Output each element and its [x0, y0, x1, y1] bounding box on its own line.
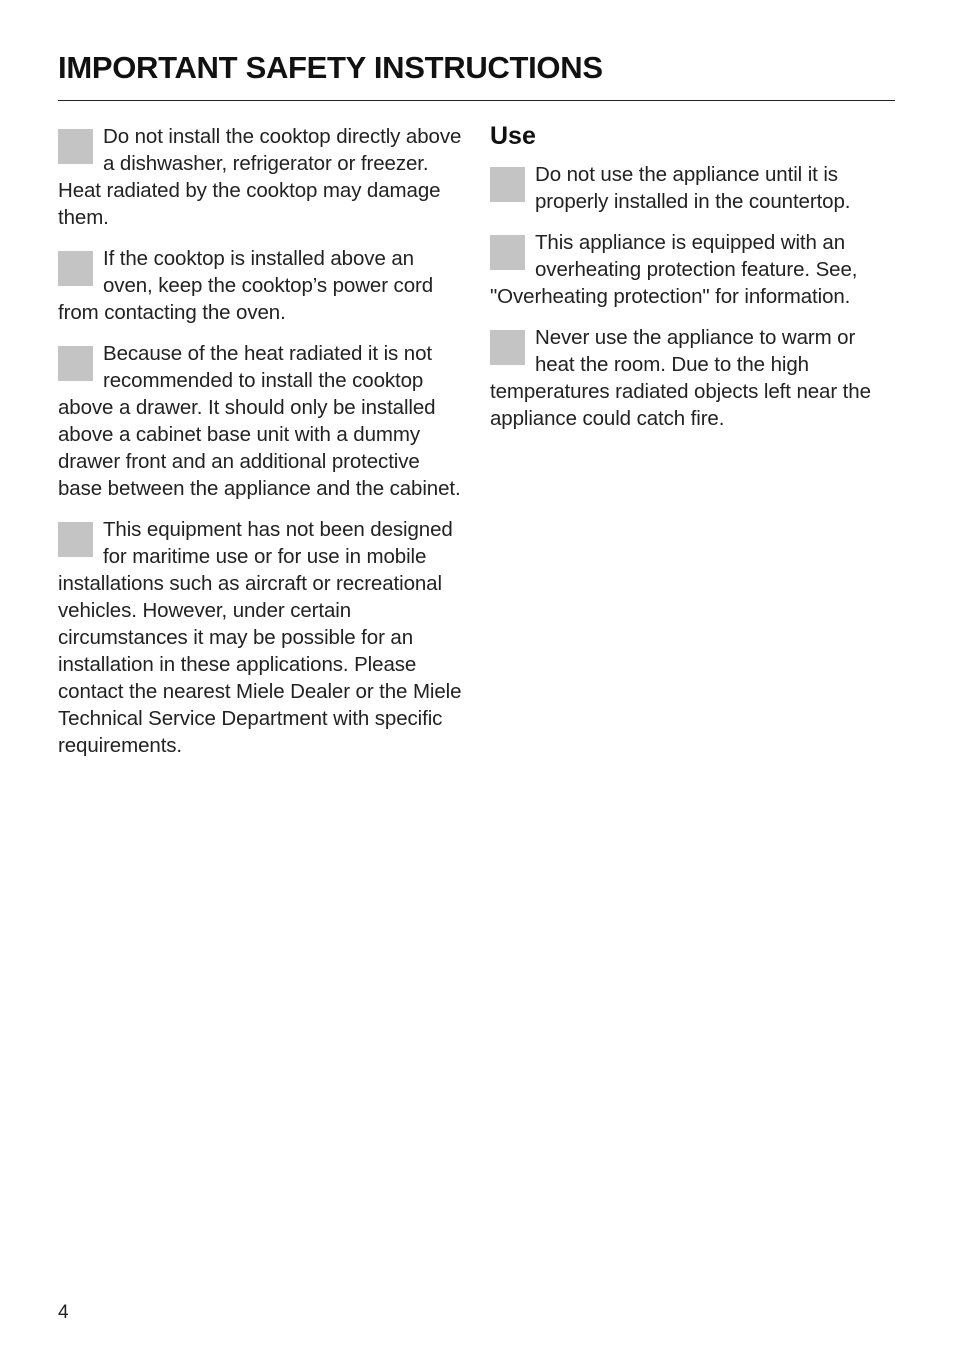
page-number: 4 [58, 1302, 69, 1323]
safety-instruction-maritime: This equipment has not been designed for maritime use or for use in mobile installations such as aircraft or recreational vehicles. However, under certain circumstances it may be possible for an installation in these applications. Please contact the nearest Miele Dealer or the Miele Technical Service Department with specific requirements. [58, 518, 462, 757]
safety-instruction-dishwasher: Do not install the cooktop directly above a dishwasher, refrigerator or freezer. Heat radiated by the cooktop may damage them. [58, 125, 462, 229]
title-divider [58, 100, 895, 101]
section-heading-use: Use [490, 122, 536, 150]
safety-instruction-drawer: Because of the heat radiated it is not recommended to install the cooktop above a drawer. It should only be installed above a cabinet base unit with a dummy drawer front and an additional protective base between the appliance and the cabinet. [58, 340, 463, 502]
left-column [58, 123, 463, 773]
use-instruction-overheating: This appliance is equipped with an overheating protection feature. See, "Overheating protection" for information. [490, 229, 895, 310]
right-column [490, 123, 895, 446]
safety-instruction-oven-cord: If the cooktop is installed above an oven, keep the cooktop’s power cord from contacting the oven. [58, 245, 463, 326]
use-instruction-installed: Do not use the appliance until it is properly installed in the countertop. [490, 161, 895, 215]
page-title: IMPORTANT SAFETY INSTRUCTIONS [58, 50, 603, 85]
use-instruction-room-heating: Never use the appliance to warm or heat the room. Due to the high temperatures radiated objects left near the appliance could catch fire. [490, 324, 895, 432]
